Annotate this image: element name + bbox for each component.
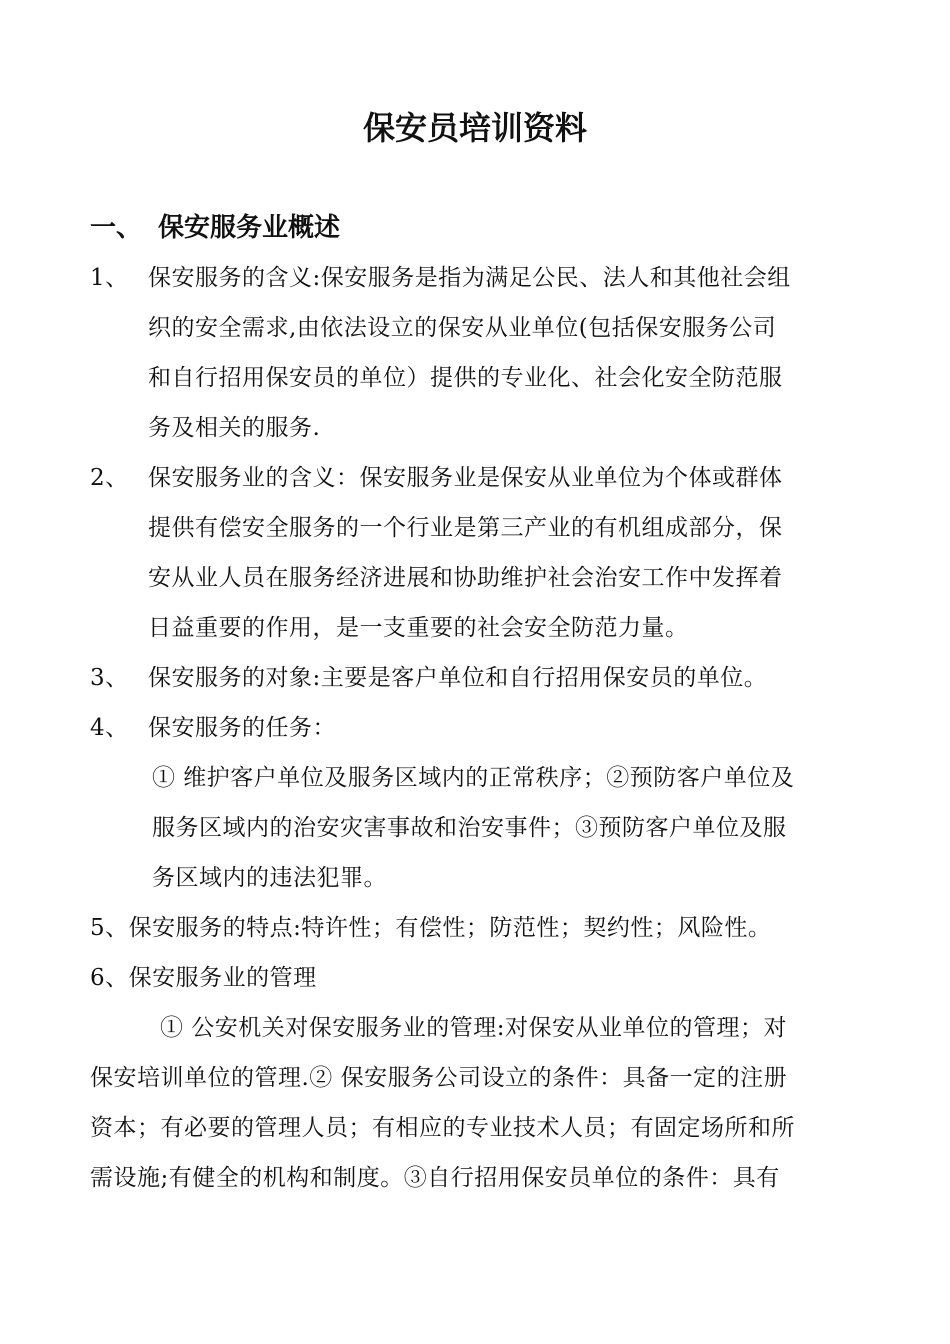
paragraph-line: 务区域内的违法犯罪。 <box>152 865 387 891</box>
document-title: 保安员培训资料 <box>362 109 587 147</box>
paragraph-line: 务及相关的服务. <box>148 415 321 441</box>
list-item-4 <box>90 712 336 744</box>
item-number: 3、 <box>90 665 129 691</box>
paragraph-line: 保安服务的含义:保安服务是指为满足公民、法人和其他社会组 <box>148 265 791 291</box>
section-heading-text: 保安服务业概述 <box>158 213 341 243</box>
list-item-3 <box>90 662 767 694</box>
paragraph-line: 安从业人员在服务经济进展和协助维护社会治安工作中发挥着 <box>148 565 783 591</box>
paragraph-line: 保安服务的对象:主要是客户单位和自行招用保安员的单位。 <box>148 665 768 691</box>
list-item-1 <box>90 262 791 294</box>
paragraph-line: 需设施;有健全的机构和制度。③自行招用保安员单位的条件：具有 <box>90 1165 780 1191</box>
item-number: 2、 <box>90 465 129 491</box>
paragraph-line: 提供有偿安全服务的一个行业是第三产业的有机组成部分，保 <box>148 515 783 541</box>
list-item-2 <box>90 462 783 494</box>
paragraph-line: ① 维护客户单位及服务区域内的正常秩序；②预防客户单位及 <box>152 765 795 791</box>
item-number: 4、 <box>90 715 129 741</box>
paragraph-line: ① 公安机关对保安服务业的管理:对保安从业单位的管理；对 <box>160 1015 788 1041</box>
list-item-6: 6、保安服务业的管理 <box>90 965 317 991</box>
item-number: 1、 <box>90 265 129 291</box>
section-number: 一、 <box>90 213 143 243</box>
paragraph-line: 资本；有必要的管理人员；有相应的专业技术人员；有固定场所和所 <box>90 1115 795 1141</box>
paragraph-line: 保安服务的任务： <box>148 715 336 741</box>
paragraph-line: 服务区域内的治安灾害事故和治安事件；③预防客户单位及服 <box>152 815 787 841</box>
paragraph-line: 保安服务业的含义：保安服务业是保安从业单位为个体或群体 <box>148 465 783 491</box>
list-item-5: 5、保安服务的特点:特许性；有偿性；防范性；契约性；风险性。 <box>90 915 772 941</box>
paragraph-line: 和自行招用保安员的单位）提供的专业化、社会化安全防范服 <box>148 365 783 391</box>
section-heading <box>90 208 340 248</box>
paragraph-line: 保安培训单位的管理.② 保安服务公司设立的条件：具备一定的注册 <box>90 1065 788 1091</box>
paragraph-line: 织的安全需求,由依法设立的保安从业单位(包括保安服务公司 <box>148 315 777 341</box>
paragraph-line: 日益重要的作用，是一支重要的社会安全防范力量。 <box>148 615 689 641</box>
